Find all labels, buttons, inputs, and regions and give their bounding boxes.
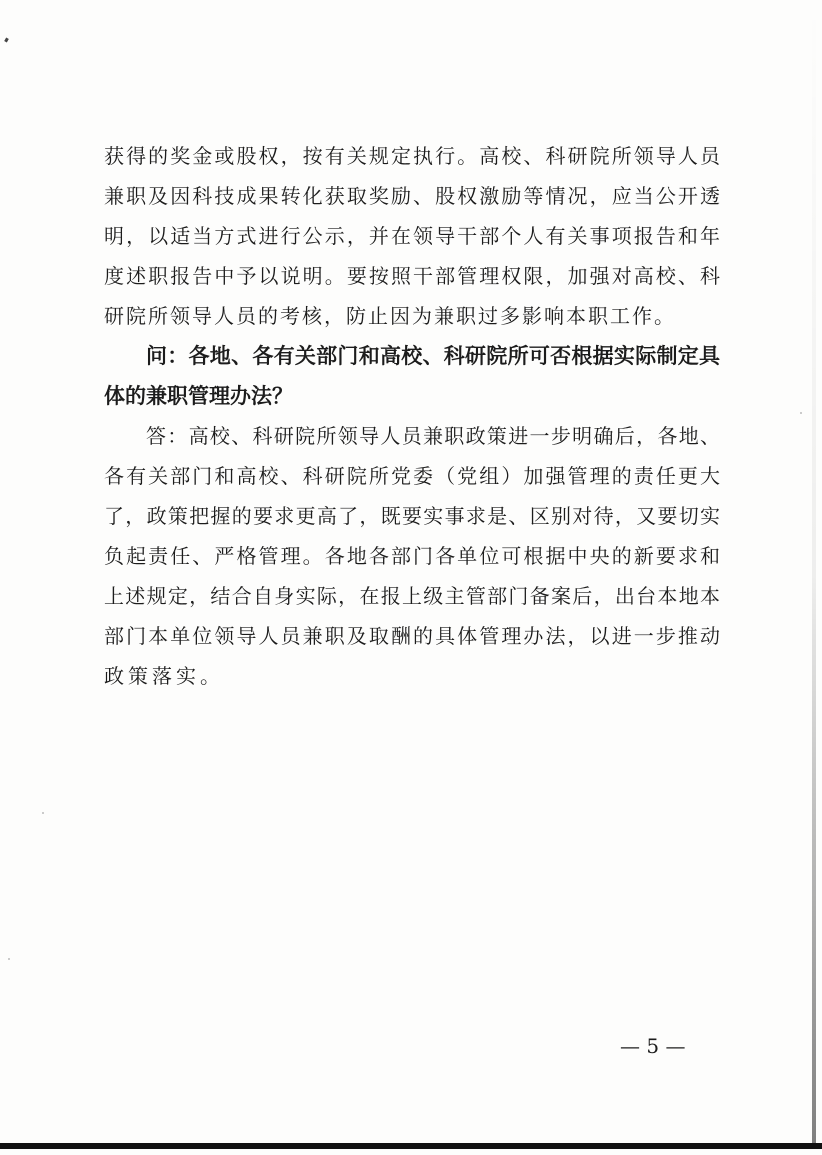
answer-line: 答：高校、科研院所领导人员兼职政策进一步明确后，各地、 — [146, 424, 720, 448]
answer-line: 了，政策把握的要求更高了，既要实事求是、区别对待，又要切实 — [104, 504, 720, 528]
paragraph-1-line: 度述职报告中予以说明。要按照干部管理权限，加强对高校、科 — [104, 264, 720, 288]
answer-line: 负起责任、严格管理。各地各部门各单位可根据中央的新要求和 — [104, 544, 720, 568]
question-line: 问：各地、各有关部门和高校、科研院所可否根据实际制定具 — [146, 344, 720, 368]
answer-line: 政策落实。 — [104, 664, 224, 688]
paragraph-1-line: 兼职及因科技成果转化获取奖励、股权激励等情况，应当公开透 — [104, 184, 720, 208]
scan-bottom-edge — [0, 1143, 822, 1149]
paragraph-1-line: 获得的奖金或股权，按有关规定执行。高校、科研院所领导人员 — [104, 144, 720, 168]
question-line: 体的兼职管理办法？ — [104, 384, 293, 408]
body-text — [104, 136, 720, 696]
scan-edge-shadow — [812, 0, 816, 1149]
paragraph-1-line: 明，以适当方式进行公示，并在领导干部个人有关事项报告和年 — [104, 224, 720, 248]
paragraph-1-line: 研院所领导人员的考核，防止因为兼职过多影响本职工作。 — [104, 304, 676, 328]
scan-artifact-dot — [8, 958, 10, 960]
scan-artifact-dot — [800, 412, 802, 414]
page-number: — 5 — — [620, 1034, 686, 1058]
scan-artifact-dot — [42, 812, 44, 814]
answer-line: 各有关部门和高校、科研院所党委（党组）加强管理的责任更大 — [104, 464, 720, 488]
scan-artifact-mark — [4, 38, 9, 43]
answer-line: 上述规定，结合自身实际，在报上级主管部门备案后，出台本地本 — [104, 584, 720, 608]
answer-line: 部门本单位领导人员兼职及取酬的具体管理办法，以进一步推动 — [104, 624, 720, 648]
